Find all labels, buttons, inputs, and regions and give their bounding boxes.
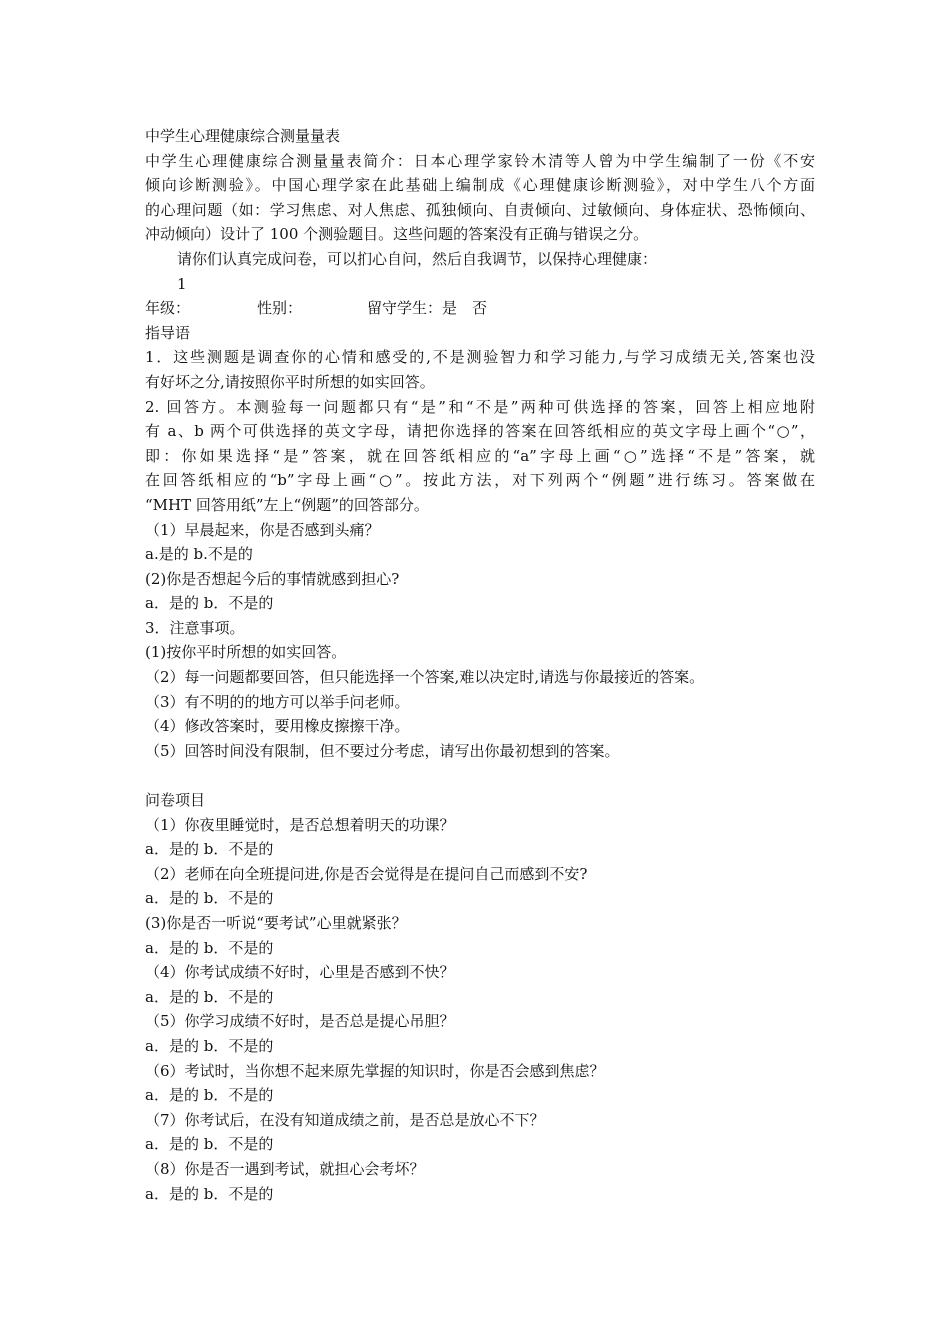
guide-line: 1．这些测题是调查你的心情和感受的,不是测验智力和学习能力,与学习成绩无关,答案也没: [145, 348, 815, 367]
grade-label: 年级：: [145, 299, 191, 318]
guide-line: 即：你如果选择“是”答案，就在回答纸相应的“a”字母上画“○”选择“不是”答案，就: [145, 446, 815, 465]
intro-line: 中学生心理健康综合测量量表简介：日本心理学家铃木清等人曾为中学生编制了一份《不安: [145, 151, 815, 170]
question-options: a．是的 b．不是的: [145, 1086, 274, 1105]
page-number: 1: [177, 274, 187, 293]
example-question: （1）早晨起来，你是否感到头痛？: [145, 520, 380, 539]
question-options: a．是的 b．不是的: [145, 889, 274, 908]
guide-line: “MHT 回答用纸”左上“例题”的回答部分。: [145, 495, 429, 514]
question-text: （1）你夜里睡觉时，是否总想着明天的功课？: [145, 815, 455, 834]
document-title: 中学生心理健康综合测量量表: [145, 127, 341, 145]
student-info-row: [145, 296, 815, 321]
question-text: （8）你是否一遇到考试，就担心会考坏？: [145, 1159, 425, 1178]
intro-line: 冲动倾向）设计了 100 个测验题目。这些问题的答案没有正确与错误之分。: [145, 225, 649, 244]
note-item: （4）修改答案时，要用橡皮擦擦干净。: [145, 717, 410, 736]
question-options: a．是的 b．不是的: [145, 1036, 274, 1055]
request-line: 请你们认真完成问卷，可以扪心自问，然后自我调节，以保持心理健康：: [177, 249, 658, 268]
guide-heading: 指导语: [145, 323, 191, 342]
left-behind-label: 留守学生：是 否: [367, 299, 488, 318]
question-options: a．是的 b．不是的: [145, 1184, 274, 1203]
guide-line: 2. 回答方。本测验每一问题都只有“是”和“不是”两种可供选择的答案，回答上相应地附: [145, 397, 815, 416]
question-options: a．是的 b．不是的: [145, 938, 274, 957]
question-text: （4）你考试成绩不好时，心里是否感到不快？: [145, 963, 455, 982]
guide-line: 有 a、b 两个可供选择的英文字母，请把你选择的答案在回答纸相应的英文字母上画个“○”，: [145, 422, 815, 441]
note-item: (1)按你平时所想的如实回答。: [145, 643, 347, 662]
question-text: （7）你考试后，在没有知道成绩之前，是否总是放心不下？: [145, 1110, 545, 1129]
intro-paragraph: [145, 149, 815, 247]
example-answer: a.是的 b.不是的: [145, 545, 253, 564]
example-answer: a．是的 b．不是的: [145, 594, 274, 613]
note-item: （3）有不明的的地方可以举手问老师。: [145, 692, 410, 711]
question-text: (3)你是否一听说“要考试”心里就紧张？: [145, 914, 407, 932]
question-text: （5）你学习成绩不好时，是否总是提心吊胆？: [145, 1012, 455, 1031]
note-item: （5）回答时间没有限制，但不要过分考虑，请写出你最初想到的答案。: [145, 741, 620, 760]
blank-line: [145, 763, 815, 788]
question-options: a．是的 b．不是的: [145, 987, 274, 1006]
questionnaire-heading: 问卷项目: [145, 791, 206, 810]
document-page: [145, 124, 815, 1206]
question-options: a．是的 b．不是的: [145, 1135, 274, 1154]
guide-line: 有好坏之分,请按照你平时所想的如实回答。: [145, 372, 435, 391]
gender-label: 性别：: [257, 299, 303, 318]
question-text: （2）老师在向全班提问进,你是否会觉得是在提问自己而感到不安?: [145, 864, 588, 883]
question-options: a．是的 b．不是的: [145, 840, 274, 859]
example-question: (2)你是否想起今后的事情就感到担心?: [145, 569, 400, 588]
note-item: （2）每一问题都要回答，但只能选择一个答案,难以决定时,请选与你最接近的答案。: [145, 668, 705, 687]
question-text: （6）考试时，当你想不起来原先掌握的知识时，你是否会感到焦虑？: [145, 1061, 605, 1080]
guide-item-1: [145, 345, 815, 394]
notes-heading: 3．注意事项。: [145, 618, 245, 637]
guide-item-2: [145, 395, 815, 518]
guide-line: 在回答纸相应的“b”字母上画“○”。按此方法，对下列两个“例题”进行练习。答案做在: [145, 471, 815, 490]
intro-line: 的心理问题（如：学习焦虑、对人焦虑、孤独倾向、自责倾向、过敏倾向、身体症状、恐怖倾向、: [145, 200, 815, 219]
intro-line: 倾向诊断测验》。中国心理学家在此基础上编制成《心理健康诊断测验》，对中学生八个方面: [145, 176, 815, 195]
